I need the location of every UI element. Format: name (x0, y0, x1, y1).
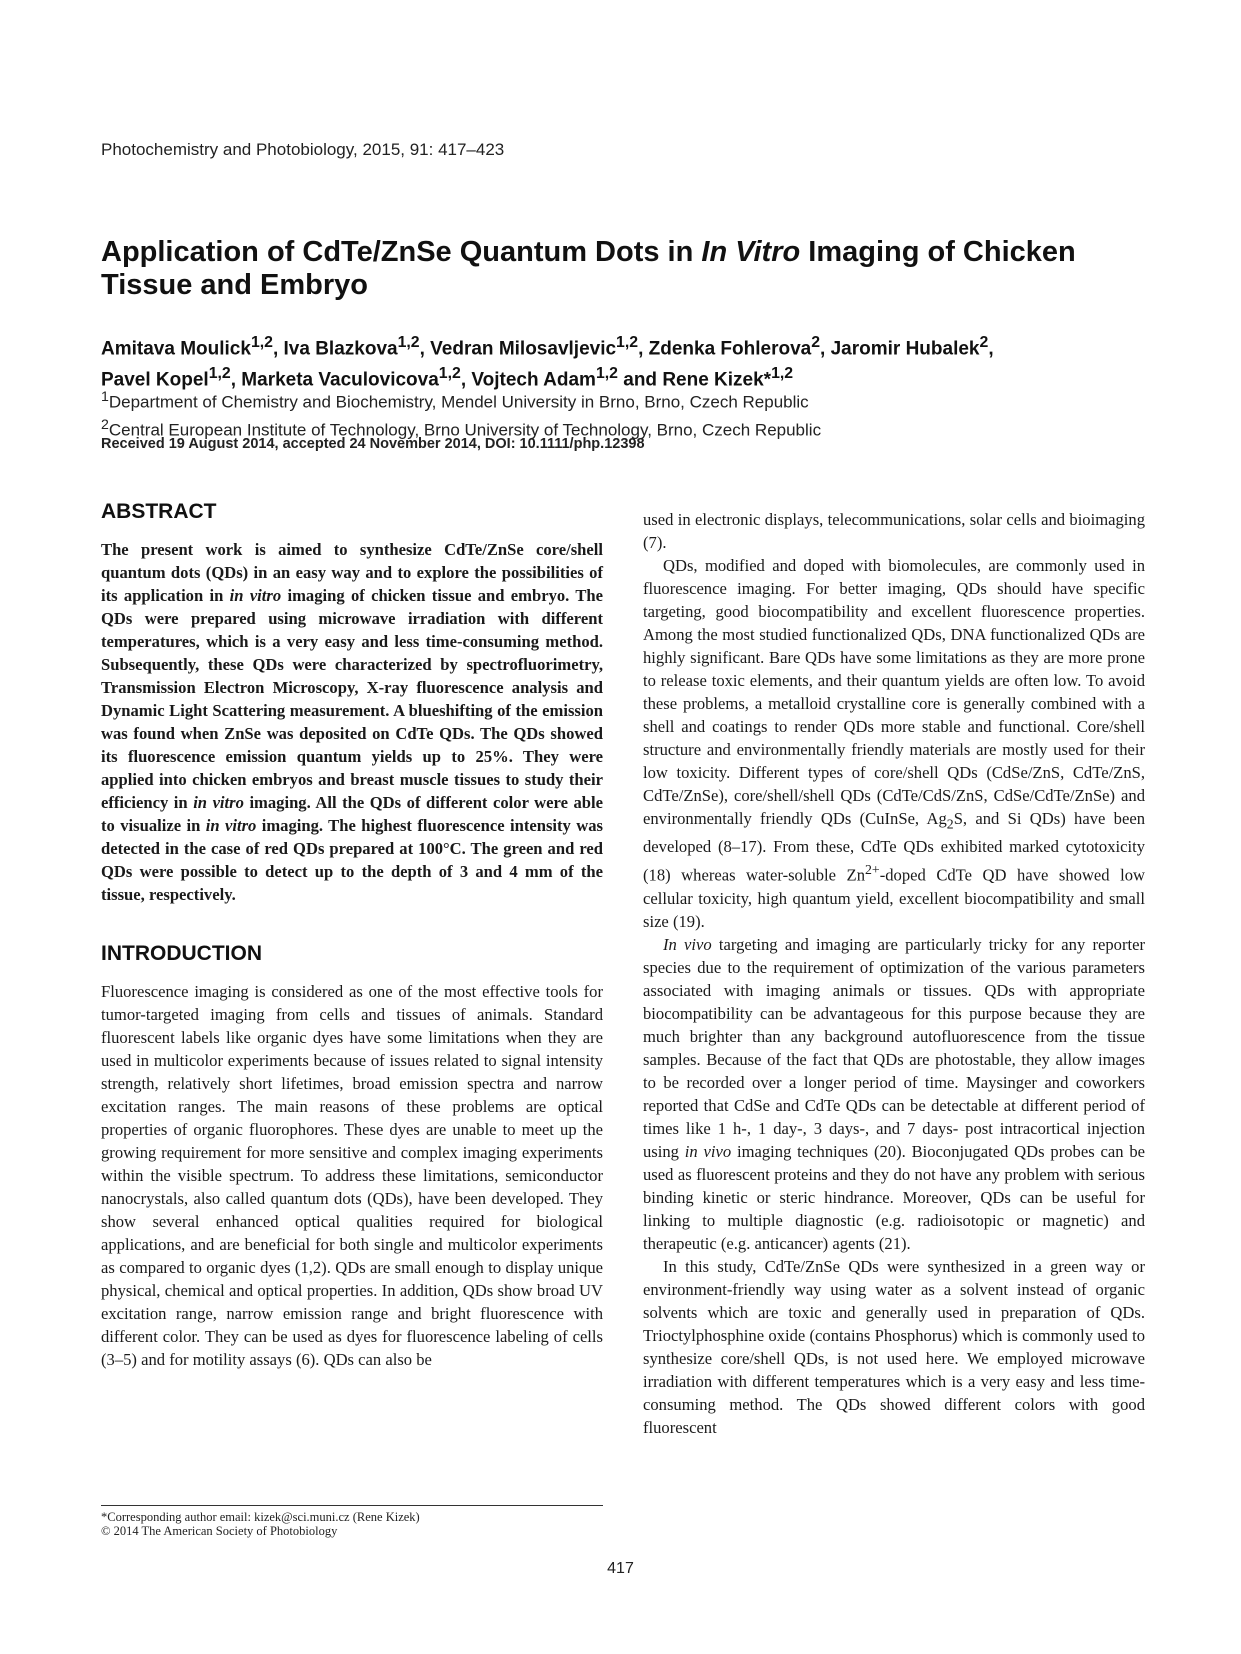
left-column (101, 500, 603, 1371)
author-name: Vedran Milosavljevic (430, 338, 617, 360)
affiliation-line: $^1$Department of Chemistry and Biochemistry, Mendel University in Brno, Brno, Czech Republic (101, 389, 809, 412)
right-column (643, 508, 1145, 1439)
intro-paragraph-4: In vivo targeting and imaging are particularly tricky for any reporter species due to the requirement of optimization of the various parameters associated with imaging animals or tissues. QDs with appropriate biocompatibility can be advantageous for this purpose because they are much brighter than any background autofluorescence from the tissue samples. Because of the fact that QDs are photostable, they allow images to be recorded over a longer period of time. Maysinger and coworkers reported that CdSe and CdTe QDs can be detectable at different period of times like 1 h-, 1 day-, 3 days-, and 7 days- post intracortical injection using in vivo imaging techniques (20). Bioconjugated QDs probes can be used as fluorescent proteins and they do not have any problem with serious binding kinetic or steric hindrance. Moreover, QDs can be useful for linking to multiple diagnostic (e.g. radioisotopic or magnetic) and therapeutic (e.g. anticancer) agents (21). (643, 934, 1145, 1253)
author-separator: and (617, 369, 663, 391)
author-affiliation-marker: 1,2 (397, 334, 420, 351)
abstract-text: The present work is aimed to synthesize CdTe/ZnSe core/shell quantum dots (QDs) in an easy way and to explore the possibilities of its application in in vitro imaging of chicken tissue and embryo. The QDs were prepared using microwave irradiation with different temperatures, which is a very easy and less time-consuming method. Subsequently, these QDs were characterized by spectrofluorimetry, Transmission Electron Microscopy, X-ray fluorescence analysis and Dynamic Light Scattering measurement. A blueshifting of the emission was found when ZnSe was deposited on CdTe QDs. The QDs showed its fluorescence emission quantum yields up to 25%. They were applied into chicken embryos and breast muscle tissues to study their efficiency in in vitro imaging. All the QDs of different color were able to visualize in in vitro imaging. The highest fluorescence intensity was detected in the case of red QDs prepared at 100°C. The green and red QDs were possible to detect up to the depth of 3 and 4 mm of the tissue, respectively. (101, 540, 604, 904)
copyright: © 2014 The American Society of Photobiology (101, 1524, 338, 1538)
corresponding-author: *Corresponding author email: kizek@sci.muni.cz (Rene Kizek) (101, 1510, 420, 1524)
title-italic: In Vitro (701, 236, 801, 268)
intro-paragraph-3: QDs, modified and doped with biomolecules, are commonly used in fluorescence imaging. For better imaging, QDs should have specific targeting, good biocompatibility and excellent fluorescence properties. Among the most studied functionalized QDs, DNA functionalized QDs are highly significant. Bare QDs have some limitations as they are more prone to release toxic elements, and their quantum yields are often low. To avoid these problems, a metalloid crystalline core is generally combined with a shell and coatings to render QDs more stable and functional. Core/shell structure and environmentally friendly materials are mostly used for their low toxicity. Different types of core/shell QDs (CdSe/ZnS, CdTe/ZnS, CdTe/ZnSe), core/shell/shell QDs (CdTe/CdS/ZnS, CdSe/CdTe/ZnSe) and environmentally friendly QDs (CuInSe, $Ag_2S$, and Si QDs) have been developed (8–17). From these, CdTe QDs exhibited marked cytotoxicity (18) whereas water-soluble $Zn^{2+}$-doped CdTe QD have showed low cellular toxicity, high quantum yield, excellent biocompatibility and small size (19). (643, 556, 1146, 931)
affiliation-line: $^2$Central European Institute of Technology, Brno University of Technology, Brno, Czech Republic (101, 416, 822, 440)
author-affiliation-marker: 1,2 (250, 334, 273, 351)
introduction-heading: INTRODUCTION (101, 942, 262, 965)
page-number: 417 (607, 1560, 634, 1577)
footnote (101, 1505, 603, 1538)
paper-title (101, 236, 1161, 302)
author-name: Marketa Vaculovicova (241, 369, 439, 391)
author-affiliation-marker: 1,2 (208, 365, 231, 383)
author-separator: , (460, 369, 472, 391)
abstract-heading: ABSTRACT (101, 500, 217, 523)
author-separator: , (820, 338, 831, 360)
journal-citation: Photochemistry and Photobiology, 2015, 91: 417–423 (101, 140, 505, 159)
title-part-1: Application of CdTe/ZnSe Quantum Dots in (101, 236, 702, 268)
author-name: Amitava Moulick (101, 338, 251, 360)
author-separator: , (988, 338, 994, 360)
author-list (101, 330, 1161, 393)
author-affiliation-marker: 1,2 (438, 365, 461, 383)
intro-paragraph-1: Fluorescence imaging is considered as one of the most effective tools for tumor-targeted imaging from cells and tissues of animals. Standard fluorescent labels like organic dyes have some limitations when they are used in multicolor experiments because of issues related to signal intensity strength, relatively short lifetimes, broad emission spectra and narrow excitation ranges. The main reasons of these problems are optical properties of organic fluorophores. These dyes are unable to meet up the growing requirement for more sensitive and complex imaging experiments within the visible spectrum. To address these limitations, semiconductor nanocrystals, also called quantum dots (QDs), have been developed. They show several enhanced optical qualities required for biological applications, and are beneficial for both single and multicolor experiments as compared to organic dyes (1,2). QDs are small enough to display unique physical, chemical and optical properties. In addition, QDs show broad UV excitation range, narrow emission range and bright fluorescence with different color. They can be used as dyes for fluorescence labeling of cells (3–5) and for motility assays (6). QDs can also be (101, 982, 603, 1369)
affiliations (101, 386, 1161, 441)
intro-paragraph-2: used in electronic displays, telecommunications, solar cells and bioimaging (7). (643, 510, 1145, 552)
author-name: Pavel Kopel (101, 369, 209, 391)
received-line: Received 19 August 2014, accepted 24 November 2014, DOI: 10.1111/php.12398 (101, 436, 645, 452)
author-affiliation-marker: 2 (811, 334, 821, 351)
author-affiliation-marker: 1,2 (595, 365, 618, 383)
author-separator: , (419, 338, 431, 360)
author-affiliation-marker: 1,2 (771, 365, 794, 383)
title-part-2: Imaging of Chicken Tissue and Embryo (101, 236, 1076, 301)
author-name: Jaromir Hubalek (830, 338, 980, 360)
author-separator: , (230, 369, 242, 391)
author-separator: , (638, 338, 649, 360)
author-affiliation-marker: 1,2 (616, 334, 639, 351)
author-separator: , (272, 338, 284, 360)
intro-paragraph-5: In this study, CdTe/ZnSe QDs were synthesized in a green way or environment-friendly way using water as a solvent instead of organic solvents which are toxic and generally used in preparation of QDs. Trioctylphosphine oxide (contains Phosphorus) which is commonly used to synthesize core/shell QDs, is not used here. We employed microwave irradiation with different temperatures which is a very easy and less time-consuming method. The QDs showed different colors with good fluorescent (643, 1256, 1145, 1437)
author-affiliation-marker: 2 (979, 334, 989, 351)
author-name: Zdenka Fohlerova (648, 338, 812, 360)
author-name: Rene Kizek* (662, 369, 772, 391)
author-name: Vojtech Adam (471, 369, 596, 391)
author-name: Iva Blazkova (283, 338, 398, 360)
